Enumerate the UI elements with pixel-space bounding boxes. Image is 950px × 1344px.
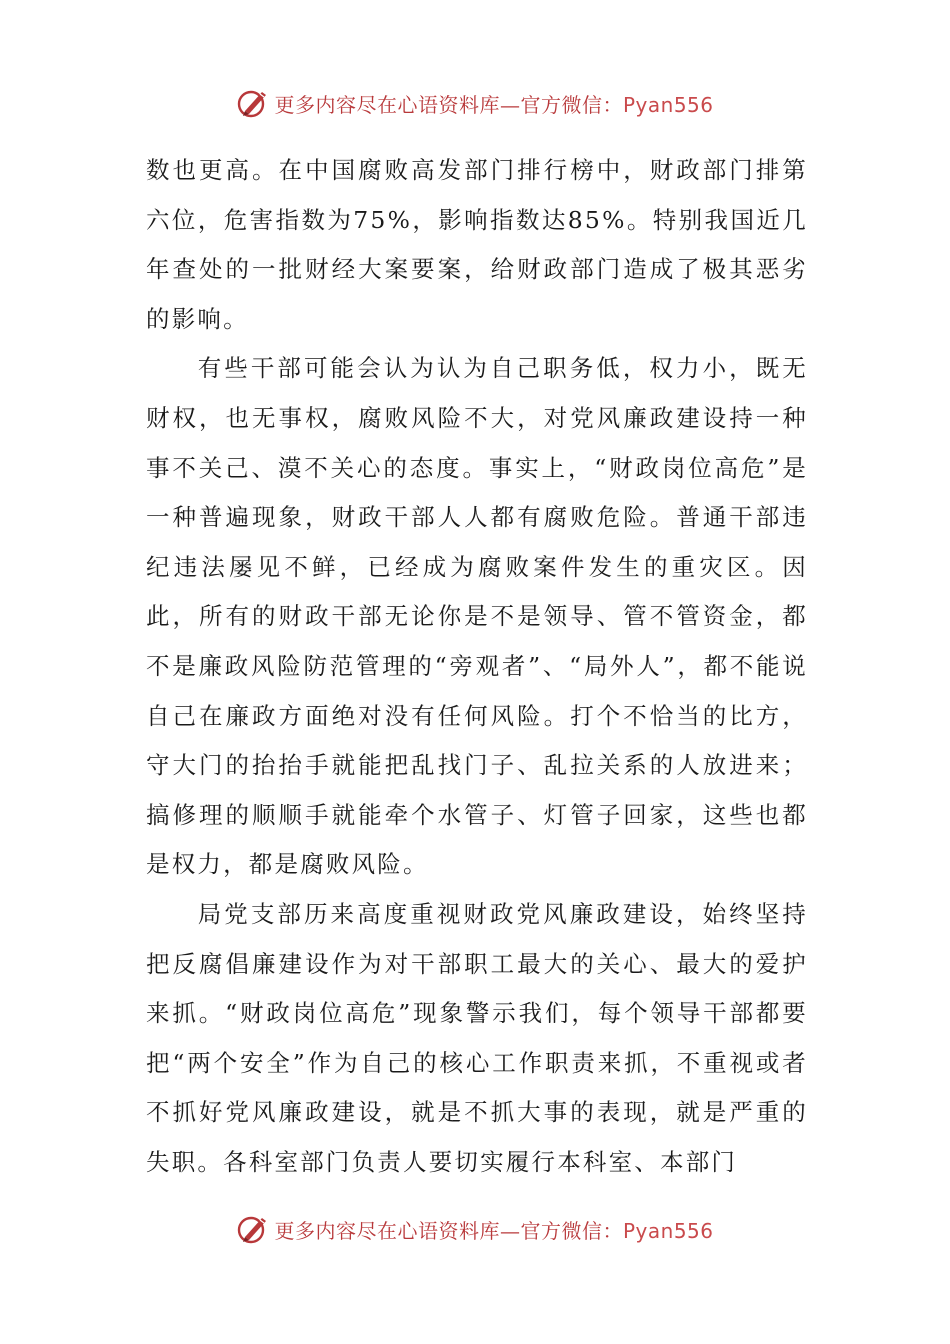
pen-logo-icon [236, 1212, 270, 1246]
paragraph-1: 数也更高。在中国腐败高发部门排行榜中，财政部门排第六位，危害指数为75%，影响指数达85%。特别我国近几年查处的一批财经大案要案，给财政部门造成了极其恶劣的影响。 [146, 156, 808, 333]
pen-logo-icon [236, 86, 270, 120]
paragraph-2: 有些干部可能会认为认为自己职务低，权力小，既无财权，也无事权，腐败风险不大，对党风廉政建设持一种事不关己、漠不关心的态度。事实上，“财政岗位高危”是一种普遍现象，财政干部人人都有腐败危险。普通干部违纪违法屡见不鲜，已经成为腐败案件发生的重灾区。因此，所有的财政干部无论你是不是领导、管不管资金，都不是廉政风险防范管理的“旁观者”、“局外人”，都不能说自己在廉政方面绝对没有任何风险。打个不恰当的比方，守大门的抬抬手就能把乱找门子、乱拉关系的人放进来；搞修理的顺顺手就能牵个水管子、灯管子回家，这些也都是权力，都是腐败风险。 [146, 354, 808, 879]
document-body [146, 146, 808, 1187]
banner-text: 更多内容尽在心语资料库—官方微信：Pyan556 [274, 92, 714, 117]
footer-banner [0, 1209, 950, 1249]
banner-handle: Pyan556 [622, 92, 714, 117]
banner-text: 更多内容尽在心语资料库—官方微信：Pyan556 [274, 1218, 714, 1243]
banner-handle: Pyan556 [622, 1218, 714, 1243]
header-banner [0, 83, 950, 123]
paragraph-3: 局党支部历来高度重视财政党风廉政建设，始终坚持把反腐倡廉建设作为对干部职工最大的关心、最大的爱护来抓。“财政岗位高危”现象警示我们，每个领导干部都要把“两个安全”作为自己的核心工作职责来抓，不重视或者不抓好党风廉政建设，就是不抓大事的表现，就是严重的失职。各科室部门负责人要切实履行本科室、本部门 [146, 899, 808, 1176]
